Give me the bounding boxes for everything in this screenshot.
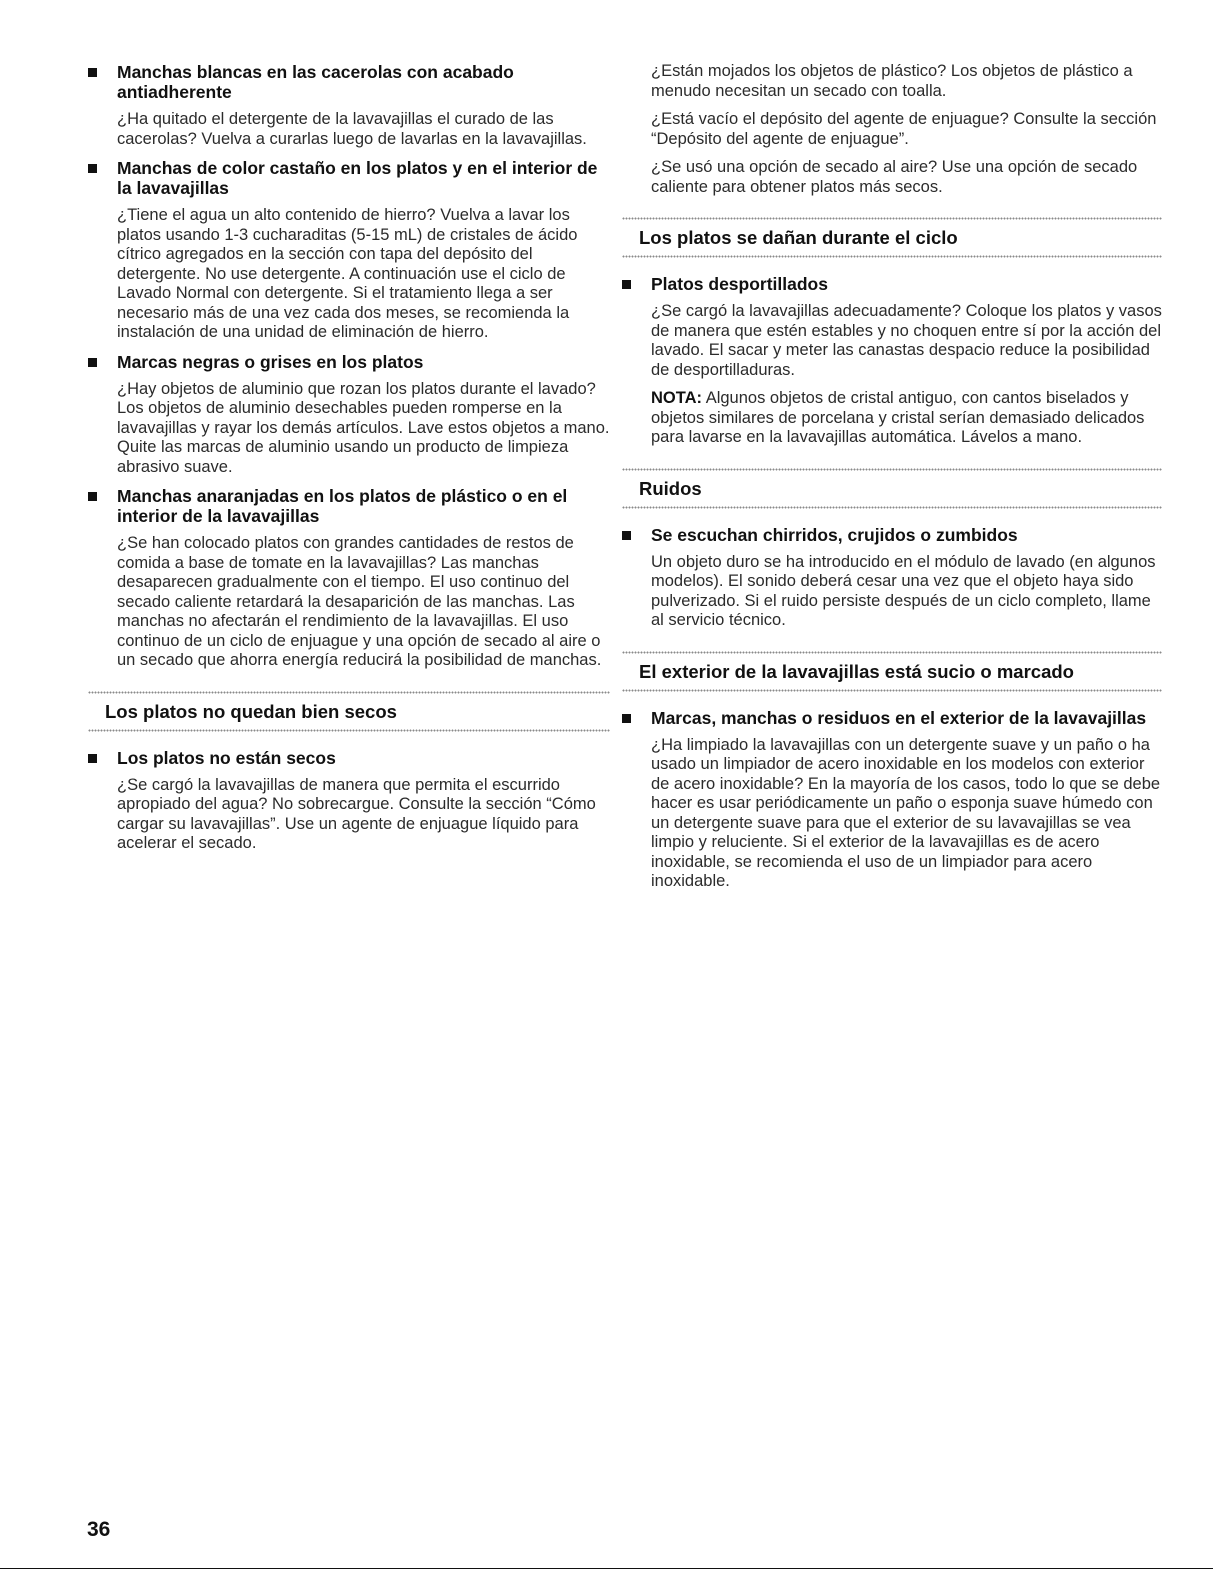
item-paragraph: ¿Se usó una opción de secado al aire? Use una opción de secado caliente para obtener platos más secos. — [651, 158, 1138, 196]
note-text: Algunos objetos de cristal antiguo, con cantos biselados y objetos similares de porcelana y cristal serían demasiado delicados para lavarse en la lavavajillas automática. Lávelos a mano. — [651, 389, 1145, 446]
list-item — [88, 486, 610, 671]
page-number: 36 — [87, 1518, 111, 1541]
section-title: El exterior de la lavavajillas está sucio o marcado — [639, 660, 1074, 682]
dotted-divider — [88, 729, 610, 732]
note-label: NOTA: — [651, 389, 703, 407]
right-column — [622, 62, 1162, 901]
bullet-icon — [622, 531, 631, 540]
list-item — [622, 274, 1162, 448]
item-paragraph: ¿Se cargó la lavavajillas adecuadamente? Coloque los platos y vasos de manera que estén estables y no choquen entre sí por la acción del lavado. El sacar y meter las canastas despacio reduce la posibilidad de desportilladuras. — [651, 302, 1162, 379]
bullet-icon — [88, 164, 97, 173]
item-title: Manchas de color castaño en los platos y en el interior de la lavavajillas — [117, 158, 598, 198]
bullet-icon — [622, 280, 631, 289]
section-header — [88, 691, 610, 732]
section-title: Ruidos — [639, 477, 702, 499]
item-title: Se escuchan chirridos, crujidos o zumbidos — [651, 524, 1018, 545]
item-title: Marcas, manchas o residuos en el exterior de la lavavajillas — [651, 707, 1147, 728]
item-title: Manchas blancas en las cacerolas con acabado antiadherente — [117, 62, 514, 102]
item-title: Manchas anaranjadas en los platos de plástico o en el interior de la lavavajillas — [117, 486, 568, 526]
item-paragraph: ¿Están mojados los objetos de plástico? Los objetos de plástico a menudo necesitan un secado con toalla. — [651, 62, 1133, 100]
bullet-icon — [88, 358, 97, 367]
item-title: Marcas negras o grises en los platos — [117, 351, 424, 372]
bullet-icon — [88, 68, 97, 77]
dotted-divider — [622, 255, 1162, 258]
item-title: Platos desportillados — [651, 274, 828, 294]
item-paragraph: Un objeto duro se ha introducido en el módulo de lavado (en algunos modelos). El sonido deberá cesar una vez que el objeto haya sido pulverizado. Si el ruido persiste después de un ciclo completo, llame al servicio técnico. — [651, 552, 1156, 629]
bullet-icon — [622, 714, 631, 723]
bullet-icon — [88, 754, 97, 763]
item-paragraph: ¿Ha limpiado la lavavajillas con un detergente suave y un paño o ha usado un limpiador de acero inoxidable en los modelos con exterior de acero inoxidable? En la mayoría de los casos, todo lo que se debe hacer es usar periódicamente un paño o esponja suave húmedo con un detergente suave para que el exterior de su lavavajillas se vea limpio y reluciente. Si el exterior de la lavavajillas es de acero inoxidable, se recomienda el uso de un limpiador para acero inoxidable. — [651, 735, 1161, 890]
item-paragraph: ¿Se han colocado platos con grandes cantidades de restos de comida a base de tomate en la lavavajillas? Las manchas desaparecen gradualmente con el tiempo. El uso continuo del secado caliente retardará la desaparición de las manchas. Las manchas no afectarán el rendimiento de la lavavajillas. El uso continuo de un ciclo de enjuague y una opción de secado al aire o un secado que ahorra energía reducirá la posibilidad de manchas. — [117, 534, 602, 669]
item-paragraph: ¿Tiene el agua un alto contenido de hierro? Vuelva a lavar los platos usando 1-3 cucharaditas (5-15 mL) de cristales de ácido cítrico agregados en la sección con tapa del depósito del detergente. No use detergente. A continuación use el ciclo de Lavado Normal con detergente. Si el tratamiento llega a ser necesario más de una vez cada dos meses, se recomienda la instalación de una unidad de eliminación de hierro. — [117, 206, 578, 341]
list-item — [88, 748, 610, 854]
item-paragraph: ¿Hay objetos de aluminio que rozan los platos durante el lavado? Los objetos de aluminio desechables pueden romperse en la lavavajillas y rayar los demás artículos. Lave estos objetos a mano. Quite las marcas de aluminio usando un producto de limpieza abrasivo suave. — [117, 379, 610, 476]
section-header — [622, 217, 1162, 258]
bottom-rule — [0, 1568, 1213, 1569]
list-item — [622, 525, 1162, 631]
continued-paragraphs — [622, 62, 1162, 197]
left-column — [88, 62, 610, 863]
item-paragraph: ¿Ha quitado el detergente de la lavavajillas el curado de las cacerolas? Vuelva a curarlas luego de lavarlas en la lavavajillas. — [117, 110, 587, 148]
dotted-divider — [622, 689, 1162, 692]
item-title: Los platos no están secos — [117, 747, 336, 768]
section-header — [622, 651, 1162, 692]
section-title: Los platos se dañan durante el ciclo — [639, 227, 958, 248]
item-paragraph: ¿Se cargó la lavavajillas de manera que permita el escurrido apropiado del agua? No sobrecargue. Consulte la sección “Cómo cargar su lavavajillas”. Use un agente de enjuague líquido para acelerar el secado. — [117, 775, 596, 852]
dotted-divider — [622, 506, 1162, 509]
list-item — [622, 708, 1162, 892]
note-paragraph — [651, 389, 1162, 448]
list-item — [88, 352, 610, 478]
item-paragraph: ¿Está vacío el depósito del agente de enjuague? Consulte la sección “Depósito del agente de enjuague”. — [651, 110, 1157, 148]
bullet-icon — [88, 492, 97, 501]
list-item — [88, 62, 610, 149]
section-header — [622, 468, 1162, 509]
section-title: Los platos no quedan bien secos — [105, 700, 397, 722]
list-item — [88, 158, 610, 343]
